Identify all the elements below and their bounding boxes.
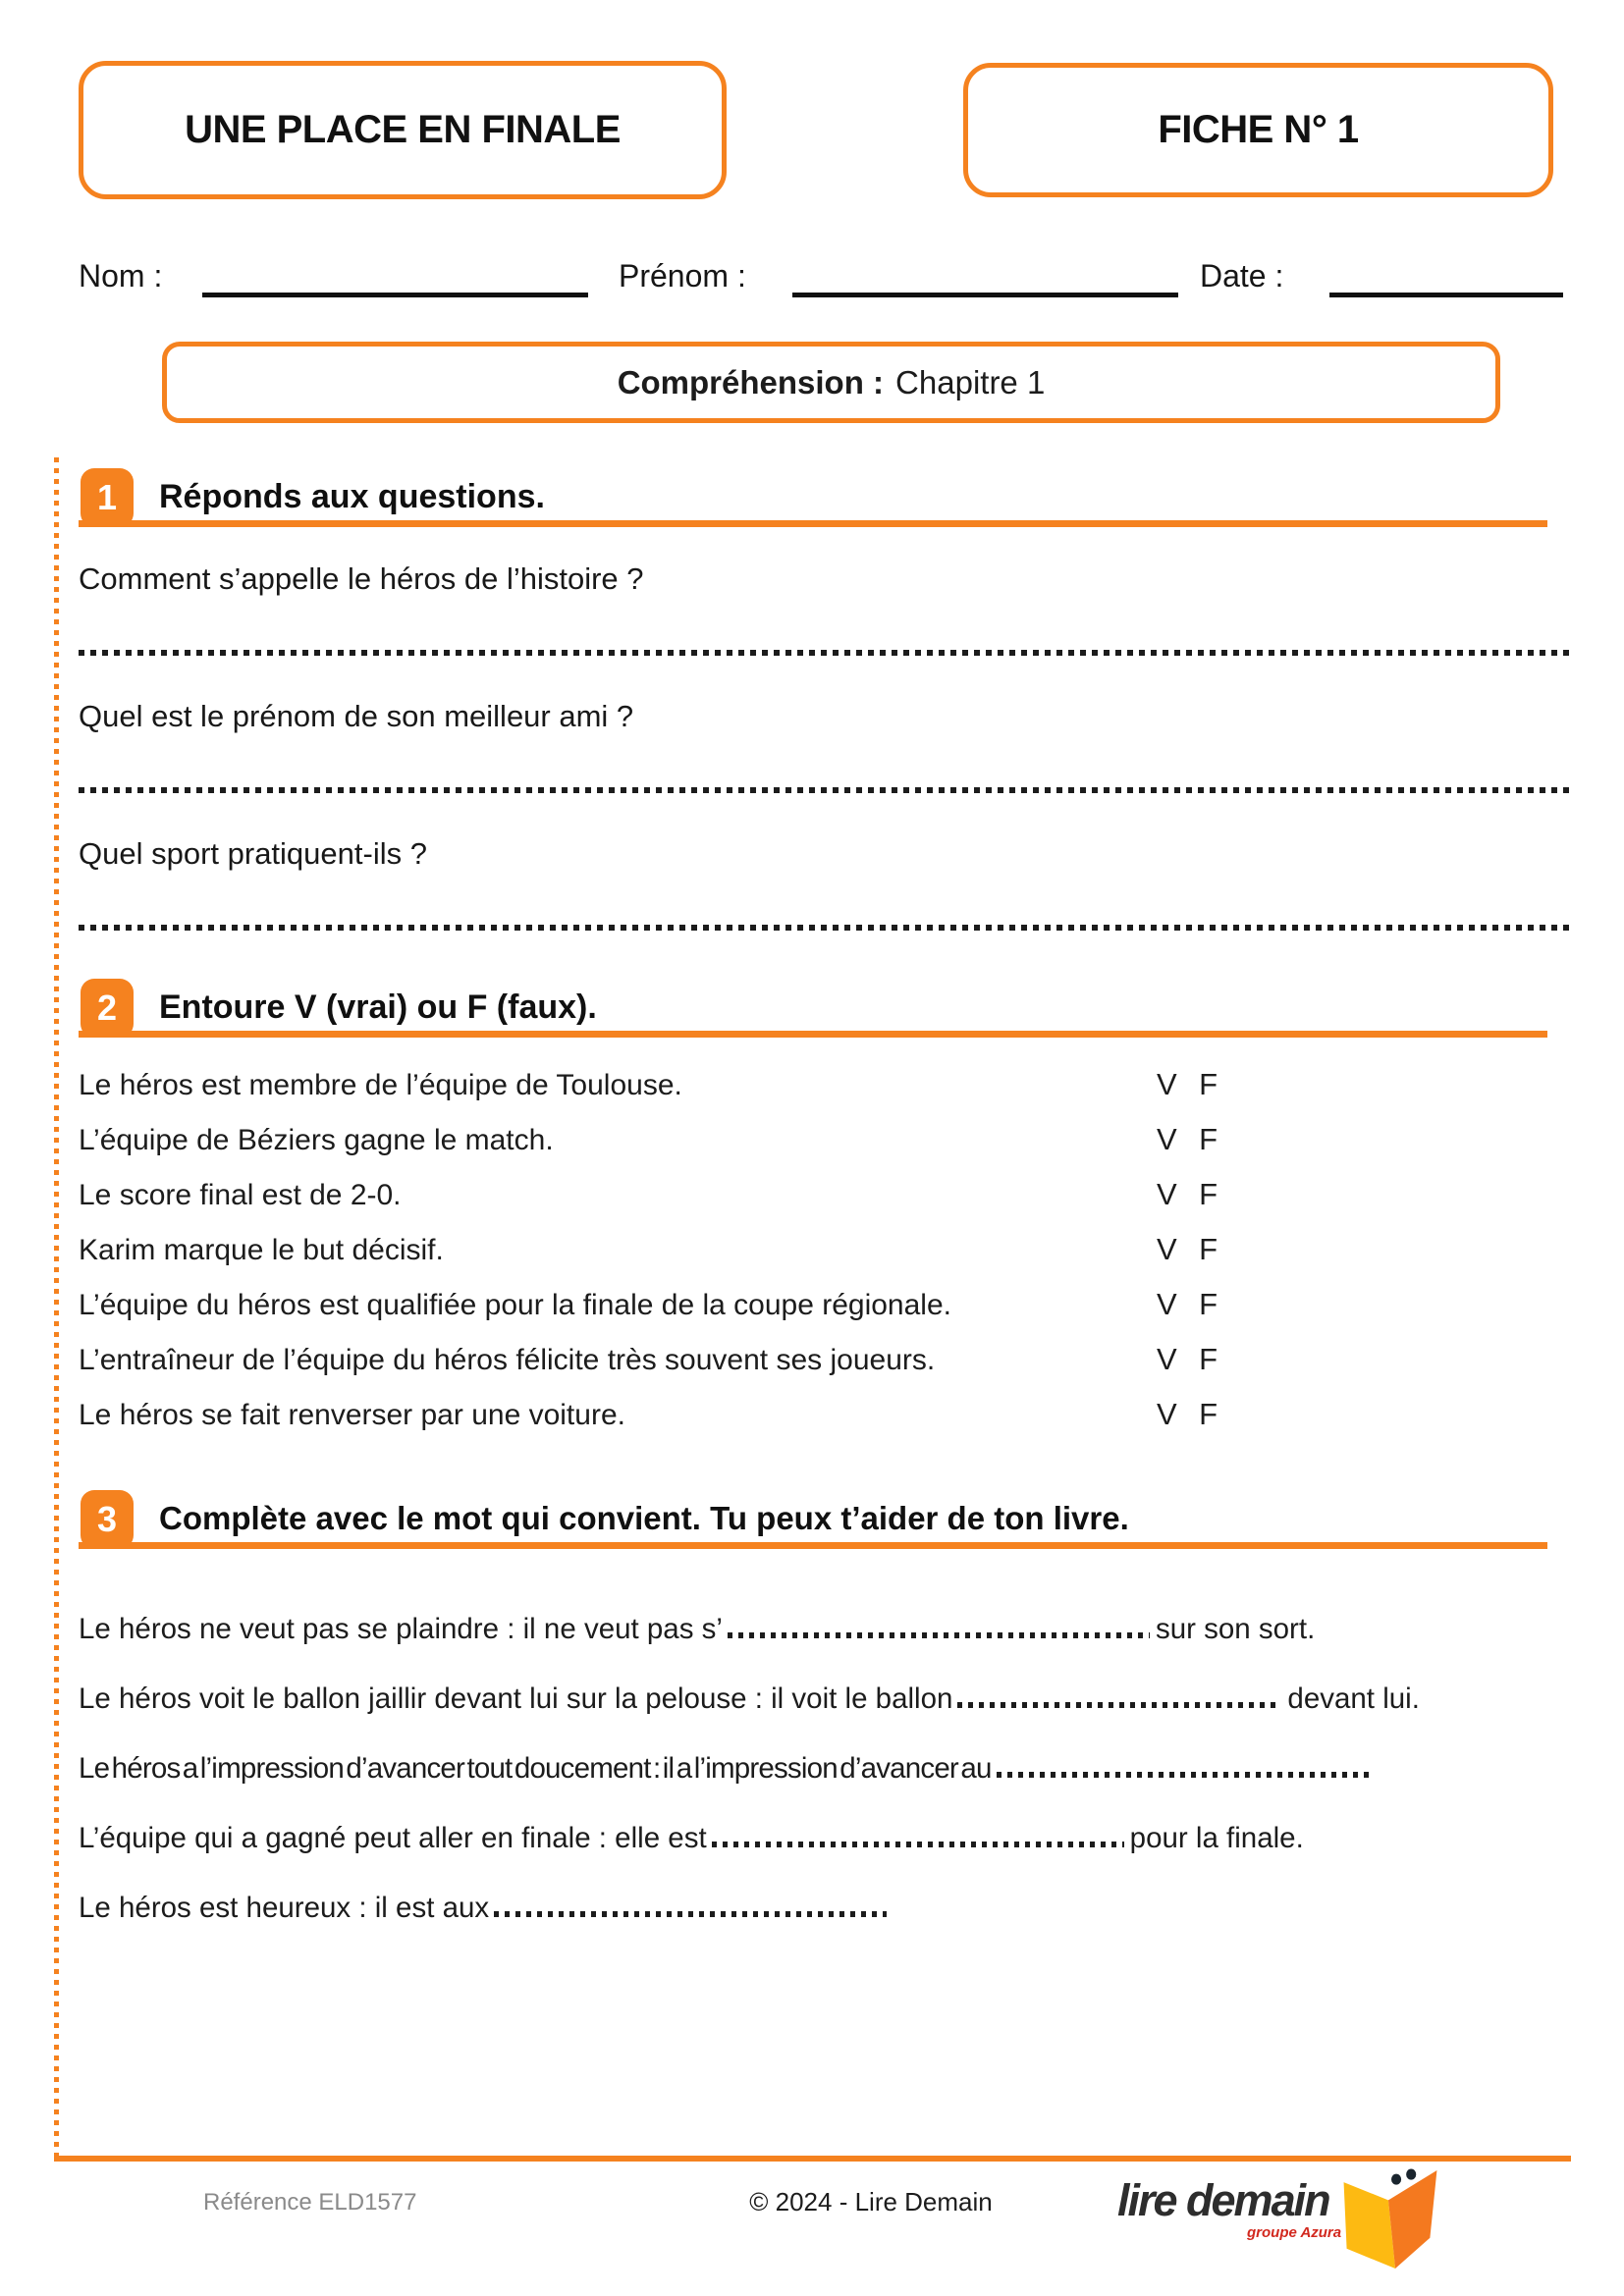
fill-row-5 [79,1889,1575,1928]
questions-block [79,560,1571,972]
section-3-title: Complète avec le mot qui convient. Tu peux t’aider de ton livre. [159,1500,1129,1536]
vf-statement: Le score final est de 2-0. [79,1179,402,1211]
fill-row-2 [79,1680,1575,1719]
fill-blank [494,1908,887,1917]
nom-write-line [202,293,588,297]
vf-row-4 [79,1231,1218,1269]
faux-option: F [1199,1287,1218,1321]
section-1-badge: 1 [81,468,134,527]
prenom-label: Prénom : [619,258,746,294]
fill-before: Le héros ne veut pas se plaindre : il ne veut pas s’ [79,1613,723,1645]
vrai-option: V [1157,1397,1177,1431]
fiche-number: FICHE N° 1 [1158,108,1359,151]
fill-in-list [79,1610,1575,1958]
vrai-option: V [1157,1177,1177,1211]
answer-line-1 [79,650,1571,656]
fill-before: Le héros a l’impression d’avancer tout doucement : il a l’impression d’avancer au [79,1752,992,1785]
fill-blank [997,1769,1370,1778]
section-3-badge: 3 [81,1490,134,1549]
section-1-header [79,468,1547,527]
vf-statement: L’entraîneur de l’équipe du héros félicite très souvent ses joueurs. [79,1344,936,1376]
true-false-list [79,1066,1218,1451]
vf-row-1 [79,1066,1218,1104]
faux-option: F [1199,1177,1218,1211]
publisher-logo-text: lire demain [1117,2175,1329,2225]
vf-row-3 [79,1176,1218,1214]
section-2-title: Entoure V (vrai) ou F (faux). [159,988,597,1026]
answer-line-2 [79,787,1571,793]
question-2: Quel est le prénom de son meilleur ami ? [79,699,634,733]
open-book-icon [1340,2165,1440,2269]
fill-row-4 [79,1819,1575,1858]
question-3: Quel sport pratiquent-ils ? [79,836,427,871]
vf-statement: L’équipe du héros est qualifiée pour la finale de la coupe régionale. [79,1289,951,1321]
date-write-line [1329,293,1563,297]
fill-row-1 [79,1610,1575,1649]
vf-statement: Karim marque le but décisif. [79,1234,444,1266]
vf-statement: L’équipe de Béziers gagne le match. [79,1124,554,1156]
faux-option: F [1199,1067,1218,1101]
fill-before: L’équipe qui a gagné peut aller en finale : elle est [79,1822,707,1854]
vf-statement: Le héros se fait renverser par une voiture. [79,1399,625,1431]
publisher-logo-subtext: groupe Azura [1247,2224,1342,2241]
subtitle-regular: Chapitre 1 [895,363,1046,400]
fill-after: devant lui. [1287,1682,1420,1715]
fill-blank [728,1629,1150,1638]
vrai-option: V [1157,1067,1177,1101]
section-1-title: Réponds aux questions. [159,477,545,515]
vf-row-6 [79,1341,1218,1379]
vrai-option: V [1157,1122,1177,1156]
faux-option: F [1199,1232,1218,1266]
vf-row-7 [79,1396,1218,1434]
vf-statement: Le héros est membre de l’équipe de Toulouse. [79,1069,682,1101]
question-1: Comment s’appelle le héros de l’histoire ? [79,561,644,596]
section-2-badge: 2 [81,979,134,1038]
vrai-option: V [1157,1232,1177,1266]
faux-option: F [1199,1122,1218,1156]
fiche-number-box [963,63,1553,197]
fill-row-3 [79,1749,1575,1789]
prenom-write-line [792,293,1178,297]
vrai-option: V [1157,1287,1177,1321]
vrai-option: V [1157,1342,1177,1376]
fill-after: sur son sort. [1155,1613,1316,1645]
subtitle-bold: Compréhension : [617,363,885,400]
footer-copyright: © 2024 - Lire Demain [749,2187,993,2216]
left-dotted-rule [54,457,59,2160]
answer-line-3 [79,925,1571,931]
fill-before: Le héros est heureux : il est aux [79,1892,490,1924]
fill-before: Le héros voit le ballon jaillir devant lui sur la pelouse : il voit le ballon [79,1682,953,1715]
nom-label: Nom : [79,258,163,294]
vf-row-2 [79,1121,1218,1159]
date-label: Date : [1200,258,1284,294]
worksheet-title-box [79,61,727,199]
section-2-header [79,979,1547,1038]
worksheet-title: UNE PLACE EN FINALE [185,108,621,151]
faux-option: F [1199,1397,1218,1431]
fill-blank [712,1839,1124,1847]
fill-blank [957,1699,1281,1708]
subtitle-box [162,342,1500,423]
footer-rule [54,2156,1571,2162]
fill-after: pour la finale. [1129,1822,1304,1854]
faux-option: F [1199,1342,1218,1376]
vf-row-5 [79,1286,1218,1324]
footer-reference: Référence ELD1577 [203,2189,417,2216]
section-3-header [79,1490,1547,1549]
